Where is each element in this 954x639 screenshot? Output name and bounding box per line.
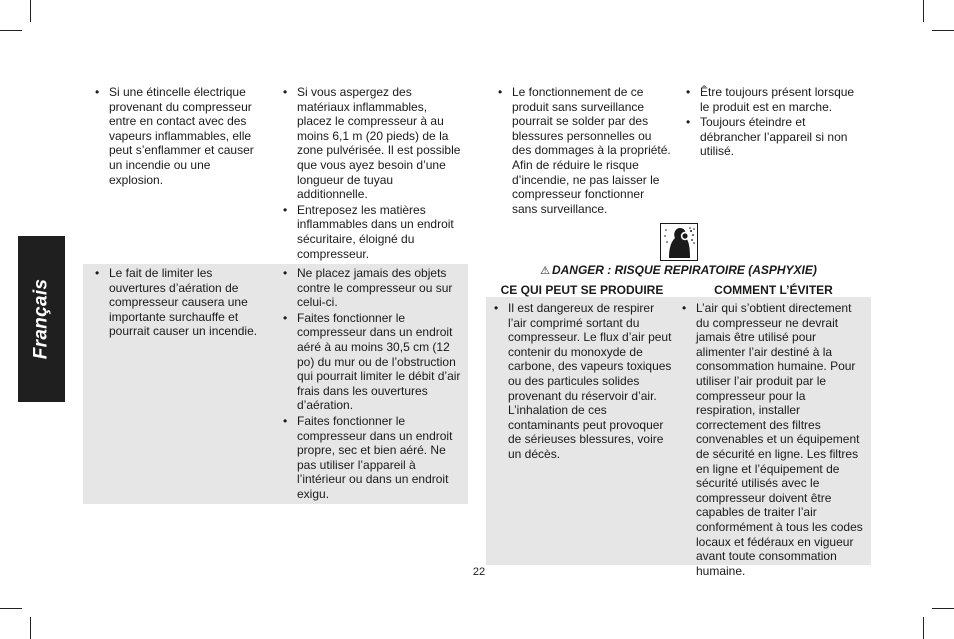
column-header-prevention: COMMENT L’ÉVITER: [714, 283, 833, 297]
right-top-cause: [498, 85, 672, 217]
danger-cause: [494, 301, 672, 463]
page-number: 22: [472, 566, 486, 578]
bullet-item: • Il est dangereux de respirer l’air comprimé sortant du compresseur. Le flux d’air peut contenir du monoxyde de carbone, des vapeurs toxiques ou des particules solides provenant du réservoir d’air. L’inhalation de ces contaminants peut provoquer de sérieuses blessures, voire un décès.: [494, 301, 672, 462]
bullet-item: • Si une étincelle électrique provenant du compresseur entre en contact avec des vapeurs inflammables, elle peut s’enflammer et causer un incendie ou une explosion.: [95, 85, 267, 187]
language-tab-label: Français: [30, 278, 52, 360]
bullet-item: • L’air qui s’obtient directement du compresseur ne devrait jamais être utilisé pour alimenter l’air destiné à la consommation humaine. Pour utiliser l’air produit par le compresseur pour la respiration, installer correctement des filtres convenables et un équipement de sécurité en ligne. Les filtres en ligne et l’équipement de sécurité utilisés avec le compresseur doivent être capables de traiter l’air conformément à tous les codes locaux et fédéraux en vigueur avant toute consommation humaine.: [682, 301, 867, 578]
respiratory-hazard-icon: [660, 223, 698, 261]
danger-title: [486, 263, 871, 277]
right-top-prevention: [686, 85, 864, 160]
left-row1-prevention: [283, 85, 465, 262]
left-row1-cause: [95, 85, 267, 188]
danger-title-text: DANGER : RISQUE REPIRATOIRE (ASPHYXIE): [551, 263, 817, 277]
crop-mark: [0, 608, 22, 609]
danger-prevention: [682, 301, 867, 579]
crop-mark: [30, 0, 31, 22]
bullet-item: • Si vous aspergez des matériaux inflammables, placez le compresseur à au moins 6,1 m (20 pieds) de la zone pulvérisée. Il est possible que vous ayez besoin d’une longueur de tuyau additionnelle.: [283, 85, 465, 202]
crop-mark: [30, 617, 31, 639]
crop-mark: [932, 608, 954, 609]
crop-mark: [932, 30, 954, 31]
warning-triangle-icon: ⚠: [540, 265, 550, 277]
left-row2-prevention: [283, 266, 465, 503]
crop-mark: [0, 30, 22, 31]
column-header-cause: CE QUI PEUT SE PRODUIRE: [500, 283, 664, 297]
bullet-item: • Le fait de limiter les ouvertures d’aération de compresseur causera une importante surchauffe et pourrait causer un incendie.: [95, 266, 267, 339]
left-row2-cause: [95, 266, 267, 340]
bullet-item: • Faites fonctionner le compresseur dans un endroit aéré à au moins 30,5 cm (12 po) du mur ou de l’obstruction qui pourrait limiter le débit d’air frais dans les ouvertures d’aération.: [283, 311, 465, 413]
bullet-item: • Entreposez les matières inflammables dans un endroit sécuritaire, éloigné du compresseur.: [283, 203, 465, 261]
crop-mark: [923, 0, 924, 22]
bullet-item: • Faites fonctionner le compresseur dans un endroit propre, sec et bien aéré. Ne pas utiliser l’appareil à l’intérieur ou dans un endroit exigu.: [283, 414, 465, 502]
crop-mark: [923, 617, 924, 639]
bullet-item: • Être toujours présent lorsque le produit est en marche.: [686, 85, 864, 114]
bullet-item: • Ne placez jamais des objets contre le compresseur ou sur celui-ci.: [283, 266, 465, 310]
bullet-item: • Toujours éteindre et débrancher l’appareil si non utilisé.: [686, 115, 864, 159]
bullet-item: • Le fonctionnement de ce produit sans surveillance pourrait se solder par des blessures personnelles ou des dommages à la propriété. Afin de réduire le risque d’incendie, ne pas laisser le compresseur fonctionner sans surveillance.: [498, 85, 672, 216]
language-tab: [18, 236, 65, 402]
